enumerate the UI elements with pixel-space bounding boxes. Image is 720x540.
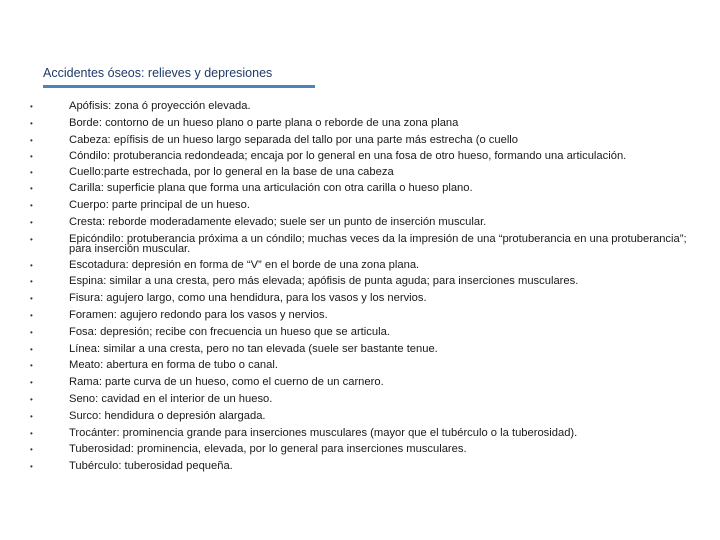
bullet-icon: • — [30, 462, 33, 472]
bullet-icon: • — [30, 102, 33, 111]
bullet-icon: • — [30, 201, 33, 211]
bullet-icon: • — [30, 378, 33, 388]
list-item — [0, 326, 720, 339]
list-item — [0, 427, 720, 440]
list-item-text: Foramen: agujero redondo para los vasos y nervios. — [69, 309, 328, 322]
bullet-icon: • — [30, 152, 33, 162]
list-item-text: Epicóndilo: protuberancia próxima a un cóndilo; muchas veces da la impresión de una “protuberancia en una protuberancia”; para inserción muscular. — [69, 232, 687, 256]
bullet-icon: • — [30, 327, 33, 337]
list-item — [0, 410, 720, 423]
bullet-icon: • — [30, 118, 33, 128]
list-item — [0, 376, 720, 389]
list-item — [0, 199, 720, 212]
list-item-text: Espina: similar a una cresta, pero más elevada; apófisis de punta aguda; para inserciones musculares. — [69, 275, 579, 288]
list-item-text: Cabeza: epífisis de un hueso largo separada del tallo por una parte más estrecha (o cuello — [69, 133, 519, 146]
list-item — [0, 359, 720, 372]
list-item — [0, 166, 720, 179]
list-item-text: Meato: abertura en forma de tubo o canal. — [69, 359, 278, 372]
list-item — [0, 460, 720, 473]
list-item — [0, 216, 720, 229]
list-item-text: Línea: similar a una cresta, pero no tan elevada (suele ser bastante tenue. — [69, 342, 438, 355]
bullet-icon: • — [30, 294, 33, 304]
list-item-text: Trocánter: prominencia grande para inserciones musculares (mayor que el tubérculo o la tuberosidad). — [69, 426, 578, 439]
list-item — [0, 292, 720, 305]
list-item-text: Fosa: depresión; recibe con frecuencia un hueso que se articula. — [69, 325, 390, 338]
list-item — [0, 275, 720, 288]
list-item-text: Cresta: reborde moderadamente elevado; suele ser un punto de inserción muscular. — [69, 216, 487, 229]
list-item-text: Borde: contorno de un hueso plano o parte plana o reborde de una zona plana — [69, 116, 459, 129]
slide-title: Accidentes óseos: relieves y depresiones — [43, 66, 273, 80]
bullet-icon: • — [30, 395, 33, 405]
list-item — [0, 182, 720, 195]
list-item-text: Tuberosidad: prominencia, elevada, por lo general para inserciones musculares. — [69, 443, 467, 456]
list-item-text: Escotadura: depresión en forma de “V” en el borde de una zona plana. — [69, 258, 420, 271]
bullet-icon: • — [30, 445, 33, 455]
bullet-icon: • — [30, 428, 33, 438]
bullet-icon: • — [30, 184, 33, 194]
list-item-text: Cuello:parte estrechada, por lo general en la base de una cabeza — [69, 165, 394, 178]
title-underline — [43, 85, 315, 88]
list-item — [0, 150, 720, 162]
list-item-text: Cuerpo: parte principal de un hueso. — [69, 199, 250, 212]
list-item — [0, 309, 720, 322]
list-item — [0, 393, 720, 406]
bullet-icon: • — [30, 411, 33, 421]
list-item-text: Surco: hendidura o depresión alargada. — [69, 409, 266, 422]
list-item-text: Rama: parte curva de un hueso, como el cuerno de un carnero. — [69, 376, 384, 389]
bullet-icon: • — [30, 361, 33, 371]
bullet-icon: • — [30, 135, 33, 145]
list-item — [0, 100, 720, 113]
bullet-icon: • — [30, 344, 33, 354]
list-item-text: Carilla: superficie plana que forma una articulación con otra carilla o hueso plano. — [69, 182, 473, 195]
list-item — [0, 134, 720, 147]
list-item — [0, 233, 720, 255]
bullet-icon: • — [30, 167, 33, 177]
bullet-icon: • — [30, 311, 33, 321]
bullet-icon: • — [30, 218, 33, 228]
bullet-icon: • — [30, 260, 33, 270]
bullet-icon: • — [30, 277, 33, 287]
list-item — [0, 343, 720, 356]
list-item-text: Seno: cavidad en el interior de un hueso. — [69, 393, 273, 406]
list-item-text: Fisura: agujero largo, como una hendidura, para los vasos y los nervios. — [69, 292, 427, 305]
list-item-text: Apófisis: zona ó proyección elevada. — [69, 100, 251, 112]
list-item — [0, 443, 720, 456]
bullet-icon: • — [30, 234, 33, 244]
list-item-text: Cóndilo: protuberancia redondeada; encaja por lo general en una fosa de otro hueso, formando una articulación. — [69, 150, 627, 163]
bullet-list — [0, 100, 720, 477]
list-item — [0, 117, 720, 130]
list-item-text: Tubérculo: tuberosidad pequeña. — [69, 460, 233, 473]
list-item — [0, 259, 720, 272]
